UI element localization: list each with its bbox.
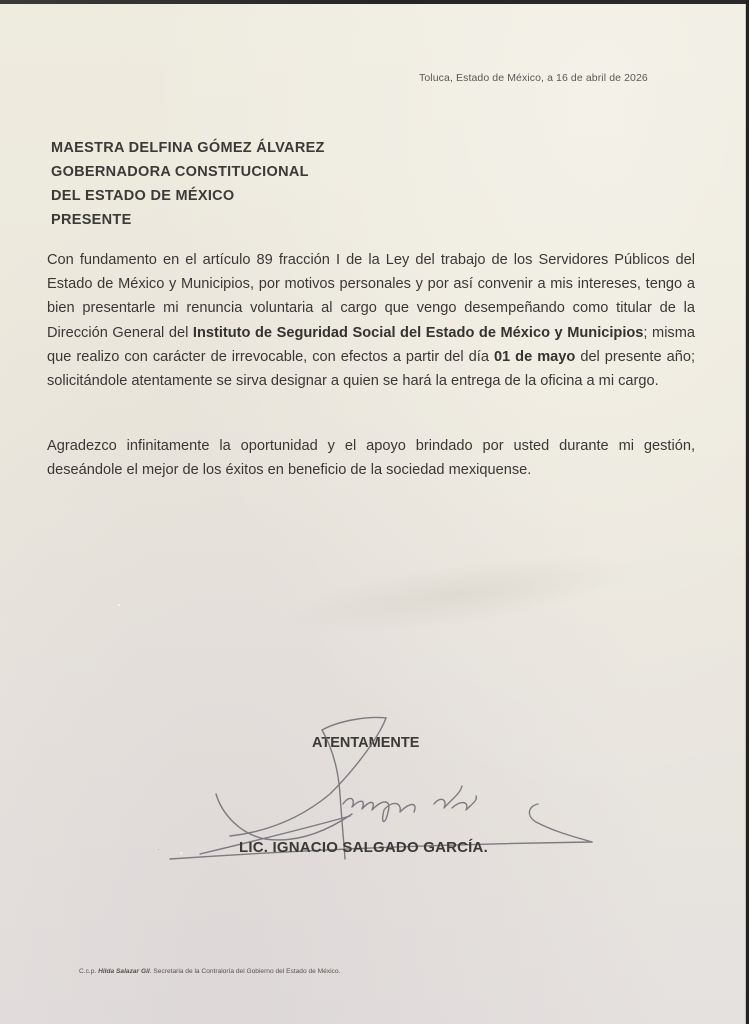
addressee-state: DEL ESTADO DE MÉXICO [51,188,235,204]
letter-page [0,4,746,1024]
effective-date: 01 de mayo [493,348,576,365]
cc-prefix: C.c.p. [79,968,97,975]
paper-speck [180,852,182,854]
carbon-copy-line [79,968,340,975]
addressee-title: GOBERNADORA CONSTITUCIONAL [51,164,309,180]
paragraph-1-part-2: ; misma que realizo con carácter de irrevocable, con efectos a partir del día [47,324,696,365]
show-through-ghost-text [278,539,643,649]
closing-atentamente: ATENTAMENTE [312,735,420,751]
paragraph-1-part-3: del presente año; solicitándole atentamente se sirva designar a quien se hará la entrega de la oficina a mi cargo. [47,348,695,390]
body-paragraph-2: Agradezco infinitamente la oportunidad y el apoyo brindado por usted durante mi gestión, deseándole el mejor de los éxitos en beneficio de la sociedad mexiquense. [47,438,695,479]
addressee-block [51,136,325,232]
paragraph-1-part-1: Con fundamento en el artículo 89 fracción I de la Ley del trabajo de los Servidores Públicos del Estado de México y Municipios, por motivos personales y por así convenir a mis intereses, tengo a bien presentarle mi renuncia voluntaria al cargo que vengo desempeñando como titular de la Dirección General del [47,252,695,341]
place-date: Toluca, Estado de México, a 16 de abril de 2026 [419,72,648,84]
body-paragraph-1 [47,248,695,393]
cc-recipient-name: Hilda Salazar Gil [98,968,150,975]
addressee-presente: PRESENTE [51,212,132,228]
paper-speck [118,604,120,606]
cc-recipient-role: . Secretaria de la Contraloría del Gobierno del Estado de México. [149,968,341,975]
addressee-name: MAESTRA DELFINA GÓMEZ ÁLVAREZ [51,140,325,156]
signer-name: LIC. IGNACIO SALGADO GARCÍA. [239,839,488,856]
institution-name: Instituto de Seguridad Social del Estado de México y Municipios [192,324,644,341]
paper-speck [158,849,159,850]
